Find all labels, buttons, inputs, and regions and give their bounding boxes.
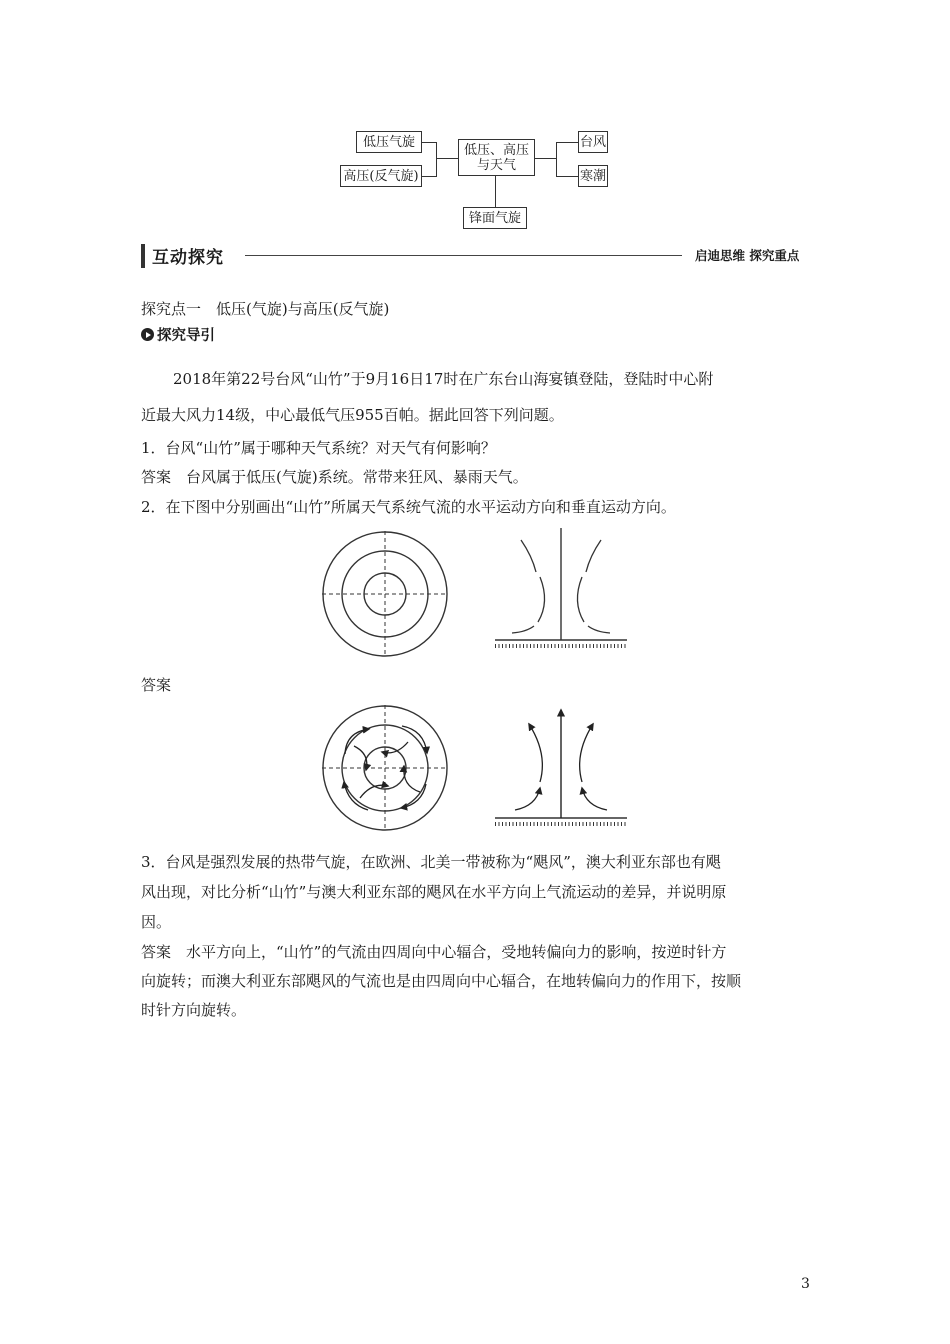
cyclone-vertical-diagram (495, 710, 627, 824)
section-right-label: 启迪思维 探究重点 (695, 248, 800, 263)
question-3-line-1: 3．台风是强烈发展的热带气旋，在欧洲、北美一带被称为“飓风”，澳大利亚东部也有飓 (141, 853, 721, 871)
topic-heading: 探究点一 低压(气旋)与高压(反气旋) (141, 300, 390, 318)
cyclone-plan-diagram (322, 705, 448, 831)
box-front-cyclone: 锋面气旋 (463, 207, 527, 229)
connector (422, 176, 436, 177)
connector (495, 176, 496, 207)
intro-line-1: 2018年第22号台风“山竹”于9月16日17时在广东台山海宴镇登陆，登陆时中心附 (173, 370, 714, 388)
section-marker (141, 244, 145, 268)
question-figure (310, 522, 640, 670)
answer-2-label: 答案 (141, 676, 172, 694)
vertical-section-diagram (495, 528, 627, 646)
guide-heading (141, 324, 215, 345)
connector (436, 142, 437, 177)
box-center: 低压、高压与天气 (458, 139, 535, 176)
box-typhoon: 台风 (578, 131, 608, 153)
answer-figure (310, 704, 640, 832)
intro-line-2: 近最大风力14级，中心最低气压955百帕。据此回答下列问题。 (141, 406, 564, 424)
connector (422, 142, 436, 143)
section-title: 互动探究 (152, 248, 224, 268)
connector (535, 158, 556, 159)
question-3-line-3: 因。 (141, 913, 172, 931)
concentric-circles-diagram (322, 531, 448, 657)
connector (556, 142, 578, 143)
section-divider (245, 255, 682, 256)
answer-3-line-2: 向旋转；而澳大利亚东部飓风的气流也是由四周向中心辐合，在地转偏向力的作用下，按顺 (141, 972, 742, 990)
answer-3-line-1: 答案 水平方向上，“山竹”的气流由四周向中心辐合，受地转偏向力的影响，按逆时针方 (141, 943, 727, 961)
answer-1: 答案 台风属于低压(气旋)系统。常带来狂风、暴雨天气。 (141, 468, 528, 486)
box-high-pressure: 高压(反气旋) (340, 165, 422, 187)
connector (556, 176, 578, 177)
box-cold-wave: 寒潮 (578, 165, 608, 187)
box-low-pressure: 低压气旋 (356, 131, 422, 153)
connector (436, 158, 458, 159)
guide-label: 探究导引 (157, 328, 215, 344)
answer-3-line-3: 时针方向旋转。 (141, 1001, 247, 1019)
play-circle-icon (141, 328, 154, 341)
connector (556, 142, 557, 177)
page-number: 3 (801, 1276, 810, 1292)
question-3-line-2: 风出现，对比分析“山竹”与澳大利亚东部的飓风在水平方向上气流运动的差异，并说明原 (141, 883, 727, 901)
question-2: 2．在下图中分别画出“山竹”所属天气系统气流的水平运动方向和垂直运动方向。 (141, 498, 676, 516)
question-1: 1．台风“山竹”属于哪种天气系统？对天气有何影响？ (141, 439, 496, 457)
